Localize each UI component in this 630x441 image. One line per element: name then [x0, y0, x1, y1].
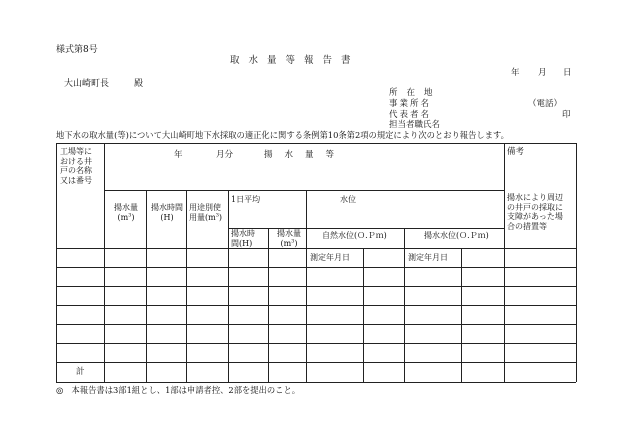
period-year-label: 年: [174, 150, 183, 160]
daily-pump-hours-header: 揚水時 間(H): [231, 229, 255, 248]
water-level-header: 水位: [340, 195, 356, 204]
period-month-label: 月分: [216, 150, 234, 160]
form-number: 様式第8号: [56, 45, 98, 55]
usage-volume-header: 用途別使 用量$(m^3)$: [189, 203, 223, 222]
remarks-measures-header: 揚水により周辺 の井戸の採取に 支障があった場 合の措置等: [507, 193, 563, 231]
intro-text: 地下水の取水量(等)について大山崎町地下水採取の適正化に関する条例第10条第2項の規定により次のとおり報告します。: [56, 130, 509, 140]
date-day-label: 日: [563, 68, 572, 78]
addressee-honorific: 殿: [134, 79, 144, 89]
phone-label: （電話）: [528, 99, 563, 109]
total-row-label: 計: [76, 367, 85, 377]
date-month-label: 月: [538, 68, 547, 78]
form-title: 取水量等報告書: [230, 55, 360, 66]
staff-name-label: 担当者職氏名: [389, 120, 441, 130]
footnote: ◎ 本報告書は3部1組とし、1部は申請者控、2部を提出のこと。: [56, 385, 301, 395]
well-name-header: 工場等に おける井 戸の名称 又は番号: [60, 147, 92, 185]
daily-average-header: 1日平均: [231, 195, 261, 204]
pumped-volume-group-header: 揚水量等: [264, 150, 347, 160]
date-year-label: 年: [511, 68, 520, 78]
pumping-hours-header: 揚水時間 (H): [151, 203, 183, 222]
pumping-level-measured-date: 測定年月日: [408, 253, 448, 262]
daily-pump-volume-header: 揚水量 $(m^3)$: [277, 229, 301, 248]
pumping-water-level-header: 揚水水位(Ｏ.Ｐｍ): [424, 231, 489, 240]
natural-water-level-header: 自然水位(Ｏ.Ｐｍ): [322, 231, 387, 240]
address-label: 所在地: [389, 88, 442, 98]
office-name-label: 事業所名: [389, 99, 432, 109]
addressee-name: 大山崎町長: [64, 79, 110, 89]
pumped-volume-header: 揚水量 $(m^3)$: [114, 203, 138, 222]
seal-label: 印: [562, 110, 571, 120]
remarks-header: 備考: [507, 147, 525, 157]
representative-label: 代表者名: [389, 110, 432, 120]
natural-level-measured-date: 測定年月日: [310, 253, 350, 262]
